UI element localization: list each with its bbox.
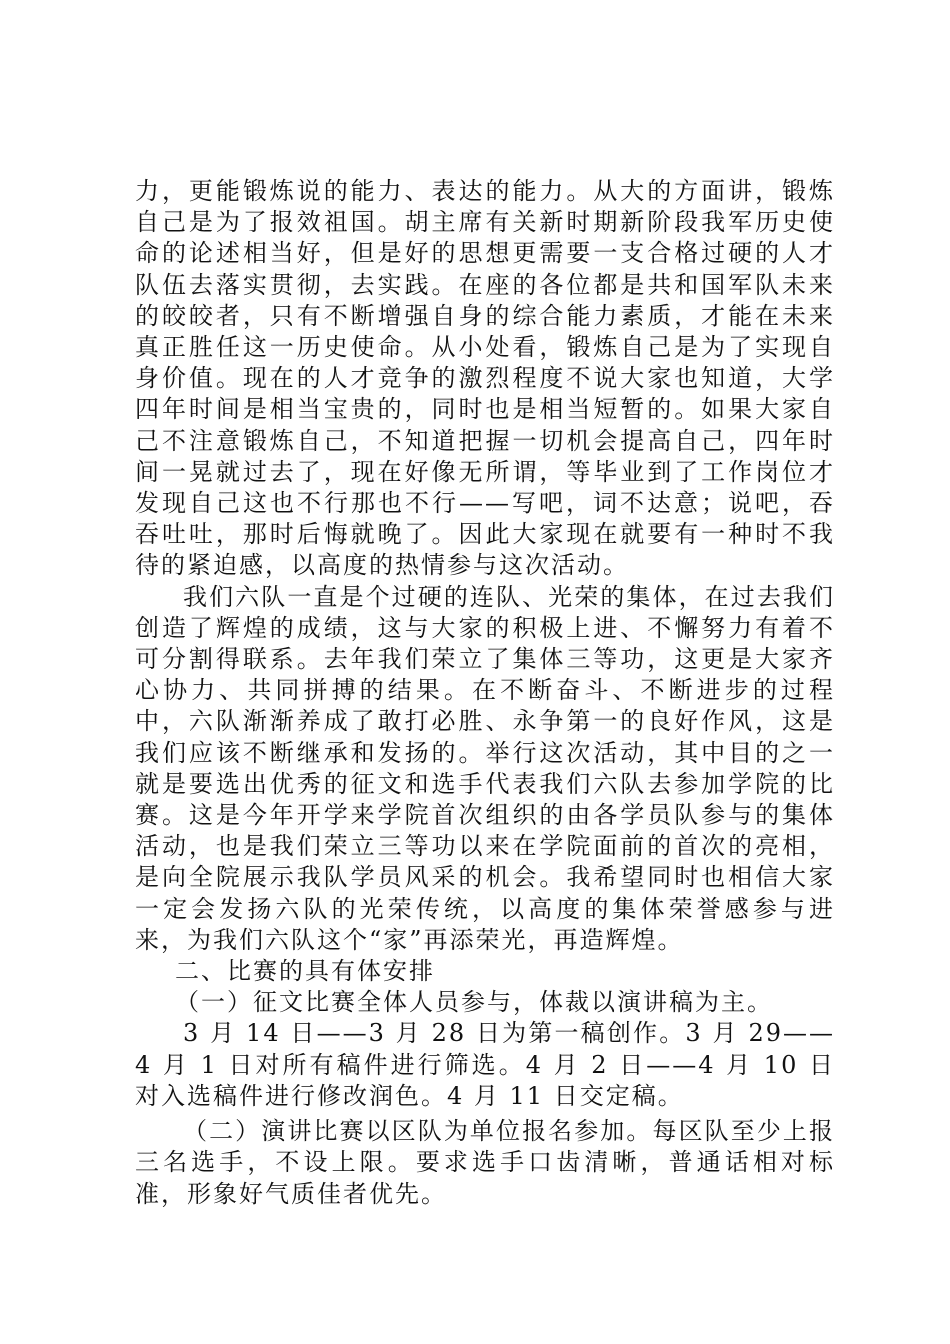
paragraph-speech-contest: （二）演讲比赛以区队为单位报名参加。每区队至少上报三名选手，不设上限。要求选手口齿清晰，普通话相对标准，形象好气质佳者优先。: [135, 1117, 835, 1208]
section-heading-arrangement: 二、比赛的具有体安排: [175, 957, 435, 986]
paragraph-schedule: 3 月 14 日——3 月 28 日为第一稿创作。3 月 29——4 月 1 日对所有稿件进行筛选。4 月 2 日——4 月 10 日对入选稿件进行修改润色。4 月 11 日交定稿。: [135, 1019, 835, 1110]
paragraph-sixth-team: 我们六队一直是个过硬的连队、光荣的集体，在过去我们创造了辉煌的成绩，这与大家的积极上进、不懈努力有着不可分割得联系。去年我们荣立了集体三等功，这更是大家齐心协力、共同拼搏的结果。在不断奋斗、不断进步的过程中，六队渐渐养成了敢打必胜、永争第一的良好作风，这是我们应该不断继承和发扬的。举行这次活动，其中目的之一就是要选出优秀的征文和选手代表我们六队去参加学院的比赛。这是今年开学来学院首次组织的由各学员队参与的集体活动，也是我们荣立三等功以来在学院面前的首次的亮相，是向全院展示我队学员风采的机会。我希望同时也相信大家一定会发扬六队的光荣传统，以高度的集体荣誉感参与进来，为我们六队这个“家”再添荣光，再造辉煌。: [135, 582, 835, 954]
sub-heading-essay-contest: （一）征文比赛全体人员参与，体裁以演讲稿为主。: [175, 988, 773, 1017]
document-body: [135, 176, 835, 1210]
paragraph-continuation: 力，更能锻炼说的能力、表达的能力。从大的方面讲，锻炼自己是为了报效祖国。胡主席有关新时期新阶段我军历史使命的论述相当好，但是好的思想更需要一支合格过硬的人才队伍去落实贯彻，去实践。在座的各位都是共和国军队未来的皎皎者，只有不断增强自身的综合能力素质，才能在未来真正胜任这一历史使命。从小处看，锻炼自己是为了实现自身价值。现在的人才竞争的激烈程度不说大家也知道，大学四年时间是相当宝贵的，同时也是相当短暂的。如果大家自己不注意锻炼自己，不知道把握一切机会提高自己，四年时间一晃就过去了，现在好像无所谓，等毕业到了工作岗位才发现自己这也不行那也不行——写吧，词不达意；说吧，吞吞吐吐，那时后悔就晚了。因此大家现在就要有一种时不我待的紧迫感，以高度的热情参与这次活动。: [135, 177, 835, 580]
